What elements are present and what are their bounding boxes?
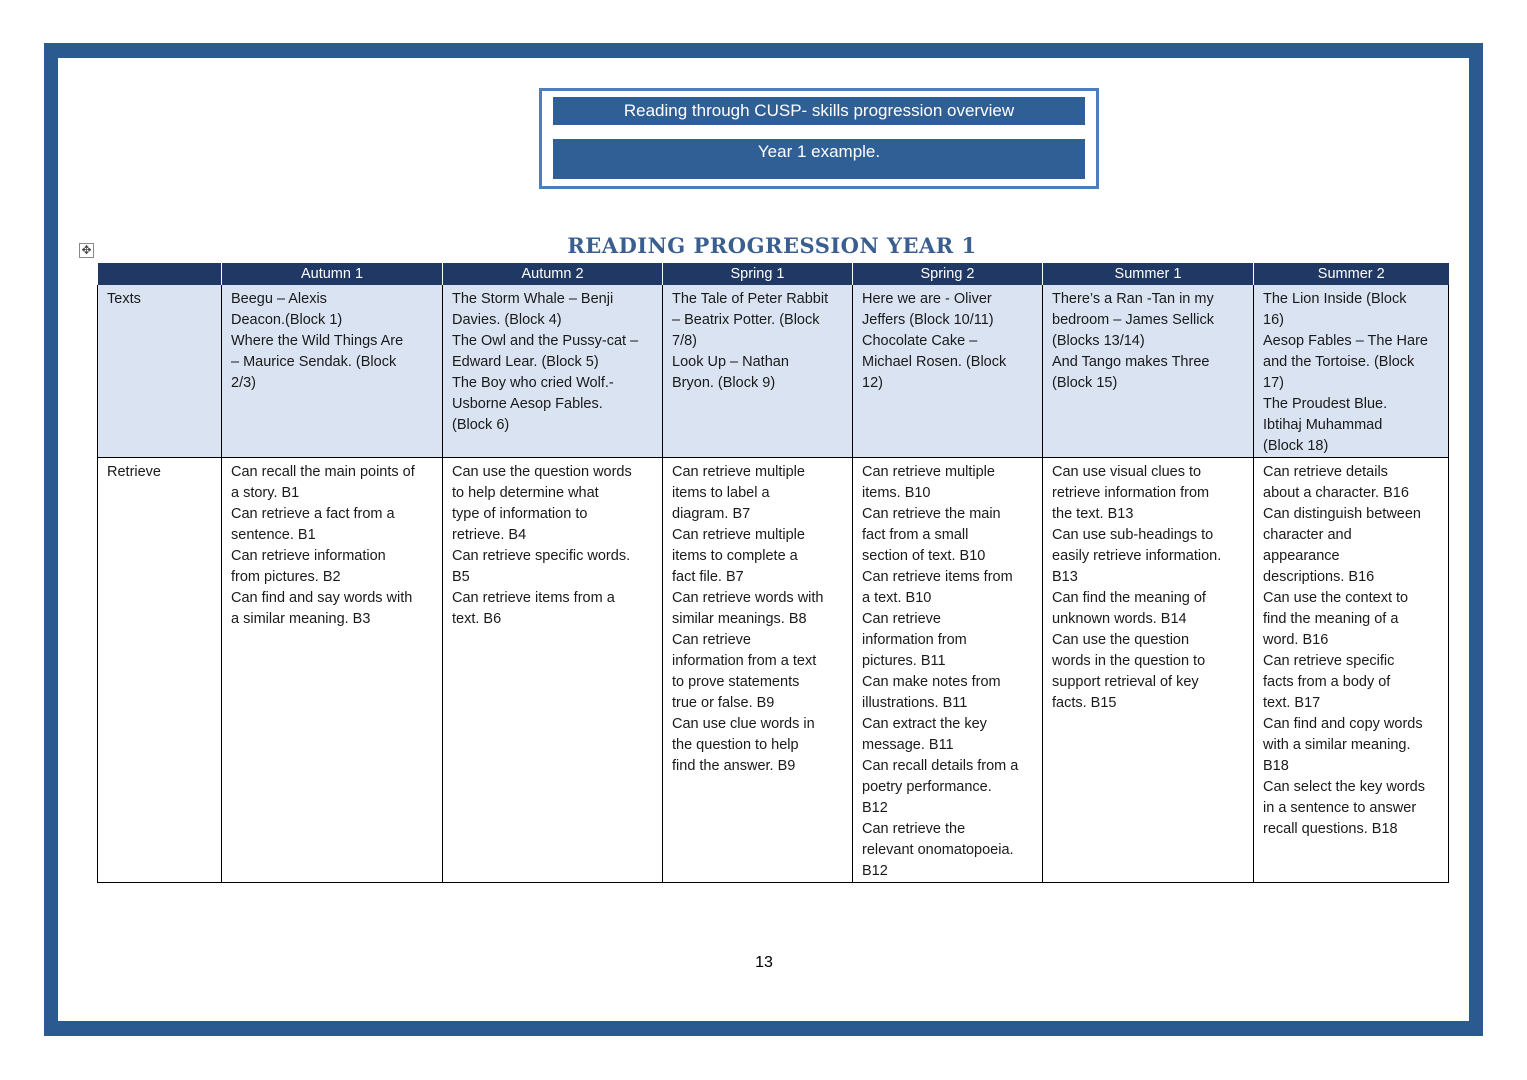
cell-line: Can find the meaning of (1052, 590, 1206, 606)
cell-line: fact file. B7 (672, 569, 744, 585)
table-cell (663, 285, 853, 458)
row-label-retrieve: Retrieve (98, 458, 222, 883)
cell-line: Can use the question (1052, 632, 1190, 648)
cell-line: to prove statements (672, 674, 800, 690)
cell-line: B5 (452, 569, 470, 585)
table-row-texts (98, 285, 1449, 458)
cell-line: text. B17 (1263, 695, 1321, 711)
cell-line: information from a text (672, 653, 817, 669)
cell-line: information from (862, 632, 967, 648)
cell-line: retrieve information from (1052, 485, 1210, 501)
page-number: 13 (755, 954, 773, 971)
cell-line: find the answer. B9 (672, 758, 796, 774)
cell-line: Can retrieve specific (1263, 653, 1395, 669)
cell-line: (Blocks 13/14) (1052, 333, 1145, 349)
cell-line: appearance (1263, 548, 1340, 564)
cell-line: Usborne Aesop Fables. (452, 396, 603, 412)
cell-line: Ibtihaj Muhammad (1263, 417, 1383, 433)
table-cell (1043, 285, 1254, 458)
cell-line: Aesop Fables – The Hare (1263, 333, 1428, 349)
cell-line: Can retrieve (672, 632, 751, 648)
cell-line: diagram. B7 (672, 506, 751, 522)
cell-line: (Block 6) (452, 417, 510, 433)
document-title: Reading through CUSP- skills progression overview (553, 97, 1085, 125)
cell-line: Can extract the key (862, 716, 987, 732)
cell-line: easily retrieve information. (1052, 548, 1222, 564)
cell-line: Can retrieve items from (862, 569, 1013, 585)
cell-line: Edward Lear. (Block 5) (452, 354, 599, 370)
cell-line: 12) (862, 375, 883, 391)
cell-line: Michael Rosen. (Block (862, 354, 1007, 370)
cell-line: B18 (1263, 758, 1289, 774)
cell-line: Can retrieve a fact from a (231, 506, 395, 522)
cell-line: Bryon. (Block 9) (672, 375, 776, 391)
column-header-spring-1: Spring 1 (663, 263, 853, 285)
cell-line: Jeffers (Block 10/11) (862, 312, 994, 328)
table-cell (443, 458, 663, 883)
table-cell (1254, 285, 1449, 458)
cell-line: a similar meaning. B3 (231, 611, 371, 627)
cell-line: Can distinguish between (1263, 506, 1421, 522)
cell-line: items. B10 (862, 485, 931, 501)
cell-line: items to complete a (672, 548, 798, 564)
cell-line: Can find and say words with (231, 590, 413, 606)
cell-line: Can retrieve the main (862, 506, 1001, 522)
table-move-handle-icon[interactable]: ✥ (79, 243, 94, 258)
cell-line: items to label a (672, 485, 770, 501)
cell-line: word. B16 (1263, 632, 1329, 648)
cell-line: The Lion Inside (Block (1263, 291, 1407, 307)
cell-line: bedroom – James Sellick (1052, 312, 1214, 328)
cell-line: Can find and copy words (1263, 716, 1423, 732)
cell-line: support retrieval of key (1052, 674, 1199, 690)
cell-line: The Storm Whale – Benji (452, 291, 614, 307)
cell-line: and the Tortoise. (Block (1263, 354, 1415, 370)
cell-line: Can retrieve specific words. (452, 548, 631, 564)
cell-line: B13 (1052, 569, 1078, 585)
cell-line: the text. B13 (1052, 506, 1134, 522)
cell-line: There’s a Ran -Tan in my (1052, 291, 1214, 307)
column-header-autumn-2: Autumn 2 (443, 263, 663, 285)
cell-line: Can make notes from (862, 674, 1001, 690)
cell-line: find the meaning of a (1263, 611, 1399, 627)
cell-line: Can retrieve multiple (672, 464, 805, 480)
cell-line: similar meanings. B8 (672, 611, 807, 627)
cell-line: Can retrieve multiple (862, 464, 995, 480)
cell-line: in a sentence to answer (1263, 800, 1417, 816)
cell-line: Can use sub-headings to (1052, 527, 1214, 543)
cell-line: pictures. B11 (862, 653, 946, 669)
cell-line: Can retrieve (862, 611, 941, 627)
cell-line: Here we are - Oliver (862, 291, 992, 307)
cell-line: – Beatrix Potter. (Block (672, 312, 820, 328)
cell-line: the question to help (672, 737, 799, 753)
table-header-row (98, 263, 1449, 285)
cell-line: character and (1263, 527, 1352, 543)
cell-line: about a character. B16 (1263, 485, 1409, 501)
cell-line: true or false. B9 (672, 695, 775, 711)
cell-line: 16) (1263, 312, 1284, 328)
cell-line: Can retrieve words with (672, 590, 824, 606)
cell-line: Can use visual clues to (1052, 464, 1202, 480)
cell-line: Look Up – Nathan (672, 354, 789, 370)
column-header-summer-2: Summer 2 (1254, 263, 1449, 285)
column-header-label (98, 263, 222, 285)
cell-line: – Maurice Sendak. (Block (231, 354, 397, 370)
cell-line: Deacon.(Block 1) (231, 312, 343, 328)
table-cell (853, 458, 1043, 883)
cell-line: Can retrieve multiple (672, 527, 805, 543)
table-row-retrieve (98, 458, 1449, 883)
cell-line: And Tango makes Three (1052, 354, 1210, 370)
cell-line: descriptions. B16 (1263, 569, 1375, 585)
cell-line: Can select the key words (1263, 779, 1425, 795)
cell-line: B12 (862, 800, 888, 816)
table-cell (663, 458, 853, 883)
cell-line: Can retrieve information (231, 548, 386, 564)
table-cell (222, 458, 443, 883)
cell-line: Can retrieve the (862, 821, 966, 837)
cell-line: recall questions. B18 (1263, 821, 1398, 837)
cell-line: poetry performance. (862, 779, 992, 795)
cell-line: Can retrieve details (1263, 464, 1388, 480)
column-header-summer-1: Summer 1 (1043, 263, 1254, 285)
cell-line: Beegu – Alexis (231, 291, 327, 307)
cell-line: The Boy who cried Wolf.- (452, 375, 614, 391)
cell-line: Can use the question words (452, 464, 632, 480)
cell-line: Can use the context to (1263, 590, 1409, 606)
cell-line: facts from a body of (1263, 674, 1391, 690)
cell-line: message. B11 (862, 737, 954, 753)
table-cell (853, 285, 1043, 458)
cell-line: (Block 18) (1263, 438, 1329, 454)
column-header-autumn-1: Autumn 1 (222, 263, 443, 285)
cell-line: fact from a small (862, 527, 969, 543)
cell-line: B12 (862, 863, 888, 879)
table-cell (443, 285, 663, 458)
cell-line: Can recall the main points of (231, 464, 415, 480)
cell-line: 17) (1263, 375, 1284, 391)
cell-line: Can use clue words in (672, 716, 815, 732)
cell-line: The Owl and the Pussy-cat – (452, 333, 639, 349)
cell-line: Can recall details from a (862, 758, 1019, 774)
cell-line: The Tale of Peter Rabbit (672, 291, 829, 307)
row-label-texts: Texts (98, 285, 222, 458)
cell-line: to help determine what (452, 485, 599, 501)
cell-line: words in the question to (1052, 653, 1206, 669)
cell-line: relevant onomatopoeia. (862, 842, 1014, 858)
cell-line: sentence. B1 (231, 527, 316, 543)
table-cell (1043, 458, 1254, 883)
cell-line: section of text. B10 (862, 548, 986, 564)
cell-line: type of information to (452, 506, 588, 522)
table-cell (222, 285, 443, 458)
cell-line: unknown words. B14 (1052, 611, 1187, 627)
cell-line: Can retrieve items from a (452, 590, 615, 606)
cell-line: retrieve. B4 (452, 527, 527, 543)
cell-line: Chocolate Cake – (862, 333, 978, 349)
progression-table (97, 263, 1449, 883)
cell-line: 7/8) (672, 333, 697, 349)
cell-line: 2/3) (231, 375, 256, 391)
document-subtitle: Year 1 example. (553, 139, 1085, 179)
table-cell (1254, 458, 1449, 883)
cell-line: (Block 15) (1052, 375, 1118, 391)
column-header-spring-2: Spring 2 (853, 263, 1043, 285)
cell-line: text. B6 (452, 611, 502, 627)
cell-line: from pictures. B2 (231, 569, 341, 585)
cell-line: facts. B15 (1052, 695, 1117, 711)
cell-line: with a similar meaning. (1263, 737, 1411, 753)
cell-line: The Proudest Blue. (1263, 396, 1388, 412)
cell-line: illustrations. B11 (862, 695, 968, 711)
cell-line: Where the Wild Things Are (231, 333, 404, 349)
cell-line: a text. B10 (862, 590, 932, 606)
table-heading: READING PROGRESSION YEAR 1 (567, 233, 977, 258)
cell-line: a story. B1 (231, 485, 300, 501)
cell-line: Davies. (Block 4) (452, 312, 562, 328)
